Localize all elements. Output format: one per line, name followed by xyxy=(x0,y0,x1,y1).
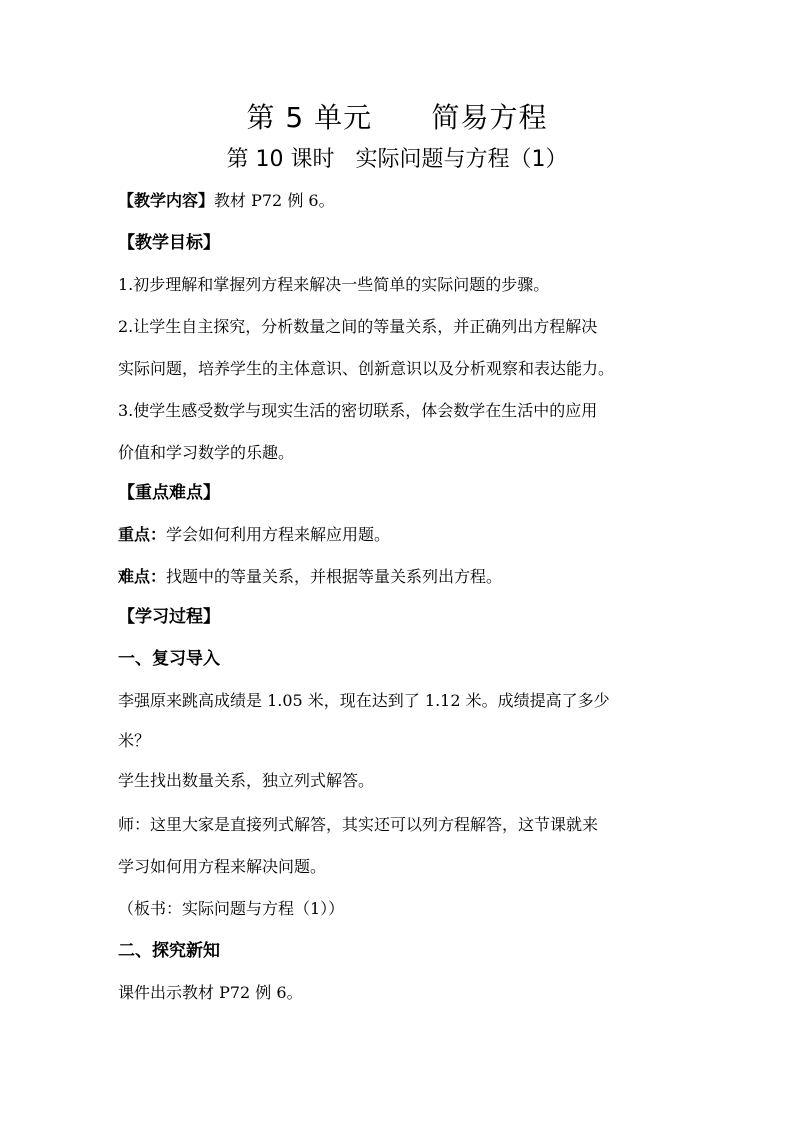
process-line: 学习如何用方程来解决问题。 xyxy=(118,857,327,876)
key-points-heading: 【重点难点】 xyxy=(118,483,220,503)
unit-title: 第 5 单元 简易方程 xyxy=(246,101,548,134)
focus-line xyxy=(118,520,688,550)
process-heading: 【学习过程】 xyxy=(118,607,220,627)
section-explore-heading: 二、探究新知 xyxy=(118,941,220,961)
process-line: 米？ xyxy=(118,731,151,750)
focus-text: 学会如何利用方程来解应用题。 xyxy=(166,525,391,544)
difficulty-line xyxy=(118,562,688,592)
lesson-title: 第 10 课时 实际问题与方程（1） xyxy=(226,147,568,172)
process-line: 学生找出数量关系，独立列式解答。 xyxy=(118,771,375,790)
teaching-content-label: 【教学内容】 xyxy=(118,191,215,210)
objectives-heading: 【教学目标】 xyxy=(118,233,220,253)
process-line: 李强原来跳高成绩是 1.05 米，现在达到了 1.12 米。成绩提高了多少 xyxy=(118,691,610,710)
difficulty-label: 难点： xyxy=(118,567,167,586)
process-line: （板书：实际问题与方程（1）） xyxy=(118,899,345,918)
teaching-content-text: 教材 P72 例 6。 xyxy=(214,191,335,210)
objective-line: 1.初步理解和掌握列方程来解决一些简单的实际问题的步骤。 xyxy=(118,275,550,294)
teaching-content xyxy=(118,186,688,216)
objective-line: 实际问题，培养学生的主体意识、创新意识以及分析观察和表达能力。 xyxy=(118,359,615,378)
section-review-heading: 一、复习导入 xyxy=(118,649,220,669)
process-line: 师：这里大家是直接列式解答，其实还可以列方程解答，这节课就来 xyxy=(118,815,599,834)
difficulty-text: 找题中的等量关系，并根据等量关系列出方程。 xyxy=(166,567,503,586)
focus-label: 重点： xyxy=(118,525,167,544)
objective-line: 2.让学生自主探究，分析数量之间的等量关系，并正确列出方程解决 xyxy=(118,317,598,336)
process-line: 课件出示教材 P72 例 6。 xyxy=(118,983,303,1002)
objective-line: 3.使学生感受数学与现实生活的密切联系，体会数学在生活中的应用 xyxy=(118,401,598,420)
objective-line: 价值和学习数学的乐趣。 xyxy=(118,443,295,462)
